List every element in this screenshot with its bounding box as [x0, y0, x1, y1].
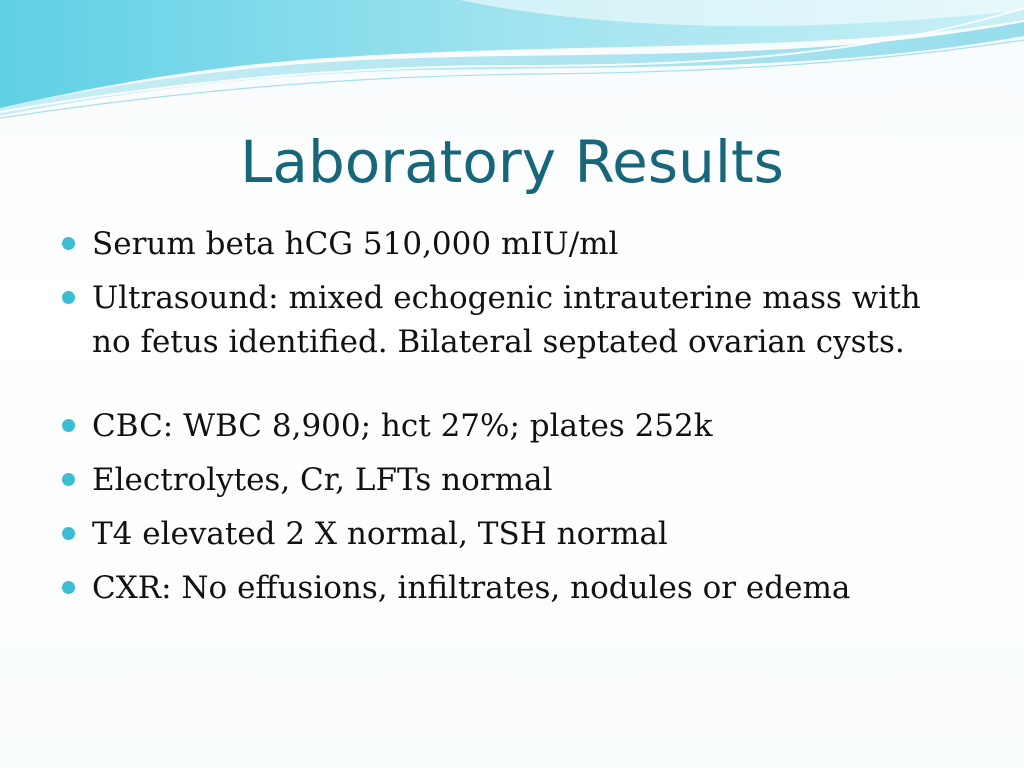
bullet-text: T4 elevated 2 X normal, TSH normal — [92, 516, 668, 552]
bullet-dot-icon — [62, 237, 75, 250]
slide-title: Laboratory Results — [240, 128, 784, 196]
header-wave-decoration — [0, 0, 1024, 130]
bullet-text: CXR: No effusions, infiltrates, nodules or edema — [92, 570, 851, 606]
bullet-dot-icon — [62, 527, 75, 540]
bullet-item — [62, 458, 962, 502]
bullet-text: Ultrasound: mixed echogenic intrauterine mass with no fetus identified. Bilateral septated ovarian cysts. — [92, 280, 921, 360]
bullet-dot-icon — [62, 473, 75, 486]
bullet-dot-icon — [62, 581, 75, 594]
bullet-text: Serum beta hCG 510,000 mIU/ml — [92, 226, 619, 262]
bullet-text: Electrolytes, Cr, LFTs normal — [92, 462, 553, 498]
bullet-item — [62, 566, 962, 610]
bullet-list — [62, 222, 962, 620]
bullet-text: CBC: WBC 8,900; hct 27%; plates 252k — [92, 408, 713, 444]
bullet-item — [62, 276, 962, 364]
bullet-item — [62, 404, 962, 448]
bullet-dot-icon — [62, 419, 75, 432]
bullet-dot-icon — [62, 291, 75, 304]
bullet-item — [62, 512, 962, 556]
bullet-item — [62, 222, 962, 266]
